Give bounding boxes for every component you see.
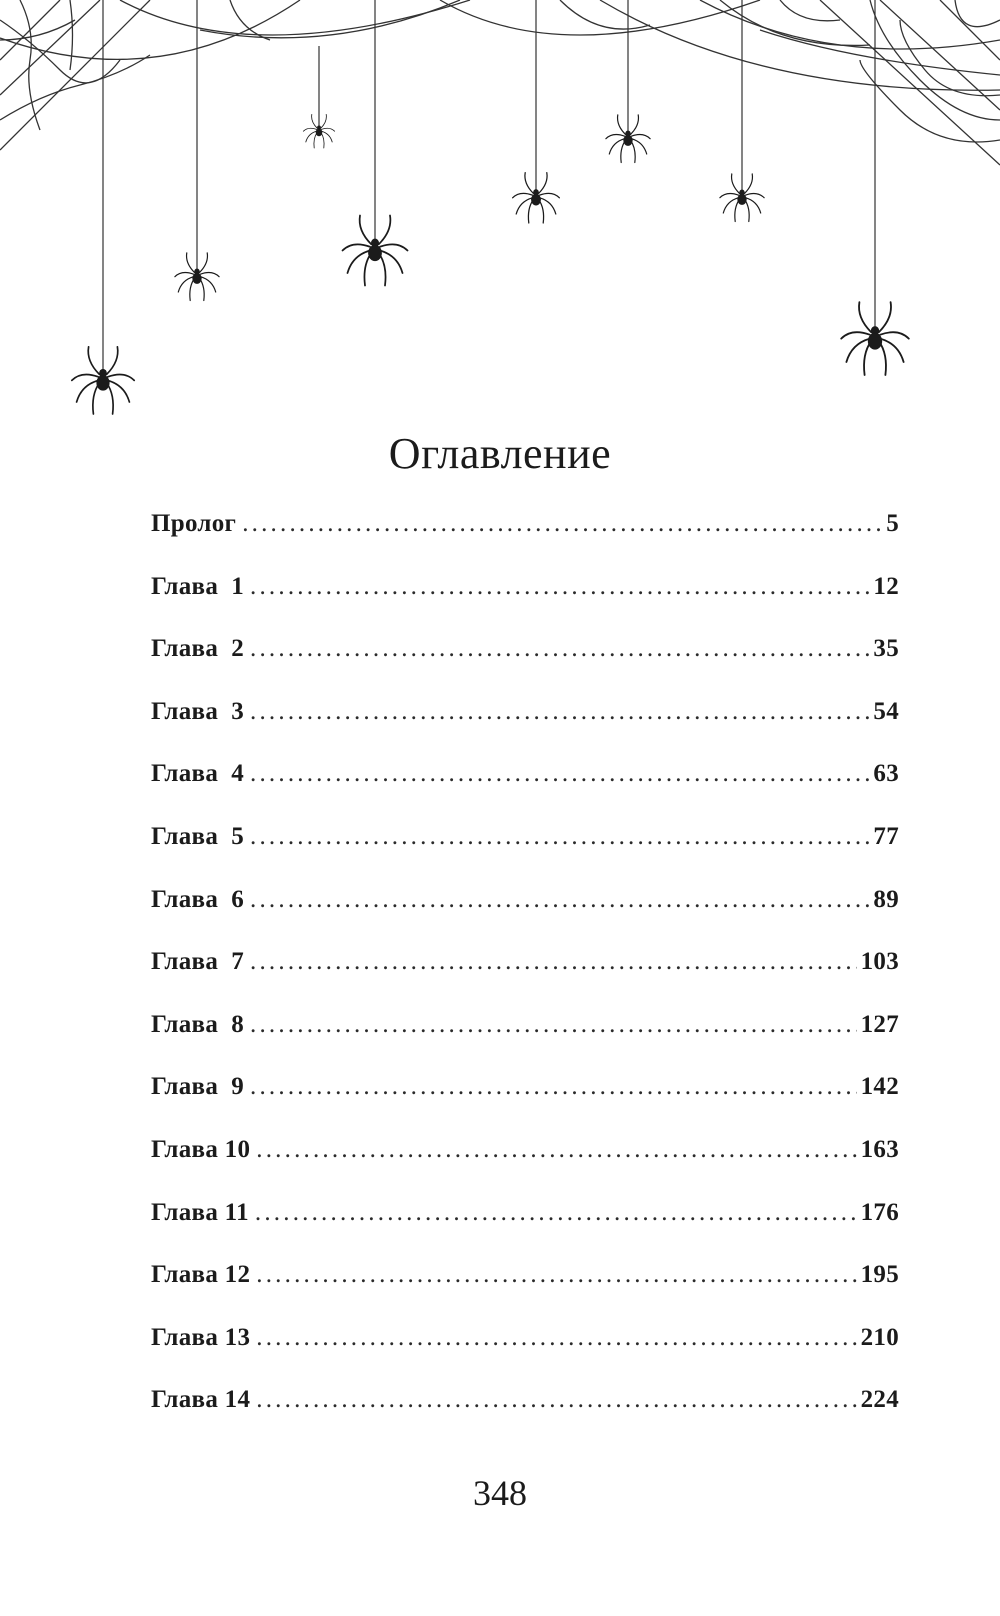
left-corner-web-icon	[0, 0, 150, 150]
web-strand	[600, 0, 1000, 90]
toc-entry-page: 176	[860, 1198, 899, 1226]
toc-entry[interactable]	[151, 1011, 899, 1074]
toc-leader-dots	[250, 573, 869, 601]
toc-entry[interactable]	[151, 1199, 899, 1262]
toc-entry[interactable]	[151, 1261, 899, 1324]
web-strand	[440, 0, 760, 35]
right-corner-web-icon	[720, 0, 1000, 165]
toc-entry-page: 224	[860, 1386, 899, 1414]
toc-leader-dots	[256, 1324, 856, 1352]
toc-entry-page: 142	[860, 1073, 899, 1101]
toc-entry-page: 5	[886, 510, 899, 537]
toc-entry-label: Глава 1	[151, 572, 245, 600]
toc-entry-label: Пролог	[151, 510, 237, 537]
toc-entry-page: 103	[860, 948, 899, 976]
toc-entry-label: Глава 11	[151, 1198, 249, 1226]
toc-entry[interactable]	[151, 886, 899, 949]
toc-entry-label: Глава 13	[151, 1323, 251, 1351]
page-title: Оглавление	[388, 429, 612, 478]
toc-leader-dots	[256, 1261, 856, 1289]
web-strand	[120, 0, 470, 35]
toc-leader-dots	[250, 760, 869, 788]
toc-entry-label: Глава 6	[151, 885, 245, 913]
toc-leader-dots	[242, 510, 882, 538]
toc-entry-page: 35	[873, 635, 899, 663]
toc-entry-label: Глава 9	[151, 1073, 245, 1101]
page-number: 348	[473, 1473, 527, 1513]
toc-leader-dots	[250, 1073, 857, 1101]
toc-entry-page: 63	[873, 760, 899, 788]
toc-entry-page: 163	[860, 1135, 899, 1163]
toc-leader-dots	[256, 1386, 856, 1414]
toc-entry[interactable]	[151, 948, 899, 1011]
toc-entry-label: Глава 8	[151, 1010, 245, 1038]
web-strand	[700, 0, 1000, 49]
toc-entry-label: Глава 3	[151, 697, 245, 725]
spider-web-decoration	[0, 0, 1000, 420]
toc-leader-dots	[250, 1011, 857, 1039]
toc-leader-dots	[255, 1199, 857, 1227]
toc-leader-dots	[250, 886, 869, 914]
web-strand	[0, 0, 300, 59]
toc-leader-dots	[250, 948, 857, 976]
toc-entry-label: Глава 10	[151, 1135, 251, 1163]
toc-leader-dots	[250, 823, 869, 851]
toc-leader-dots	[250, 698, 869, 726]
toc-entry-page: 195	[860, 1261, 899, 1289]
toc-entry-label: Глава 14	[151, 1386, 251, 1414]
toc-entry[interactable]	[151, 823, 899, 886]
toc-entry[interactable]	[151, 698, 899, 761]
toc-entry[interactable]	[151, 573, 899, 636]
toc-entry-label: Глава 2	[151, 635, 245, 663]
toc-entry[interactable]	[151, 760, 899, 823]
toc-entry[interactable]	[151, 1386, 899, 1449]
toc-entry[interactable]	[151, 1136, 899, 1199]
toc-leader-dots	[250, 635, 869, 663]
toc-entry-label: Глава 5	[151, 822, 245, 850]
toc-entry-label: Глава 7	[151, 948, 245, 976]
toc-entry[interactable]	[151, 1324, 899, 1387]
table-of-contents	[151, 510, 899, 1449]
toc-entry-page: 127	[860, 1010, 899, 1038]
toc-entry-page: 77	[873, 822, 899, 850]
toc-entry-label: Глава 4	[151, 760, 245, 788]
toc-entry[interactable]	[151, 635, 899, 698]
toc-entry-page: 89	[873, 885, 899, 913]
toc-entry-label: Глава 12	[151, 1261, 251, 1289]
toc-entry-page: 12	[873, 572, 899, 600]
toc-entry-page: 210	[860, 1323, 899, 1351]
toc-entry[interactable]	[151, 510, 899, 573]
toc-entry[interactable]	[151, 1073, 899, 1136]
toc-leader-dots	[256, 1136, 856, 1164]
toc-entry-page: 54	[873, 697, 899, 725]
